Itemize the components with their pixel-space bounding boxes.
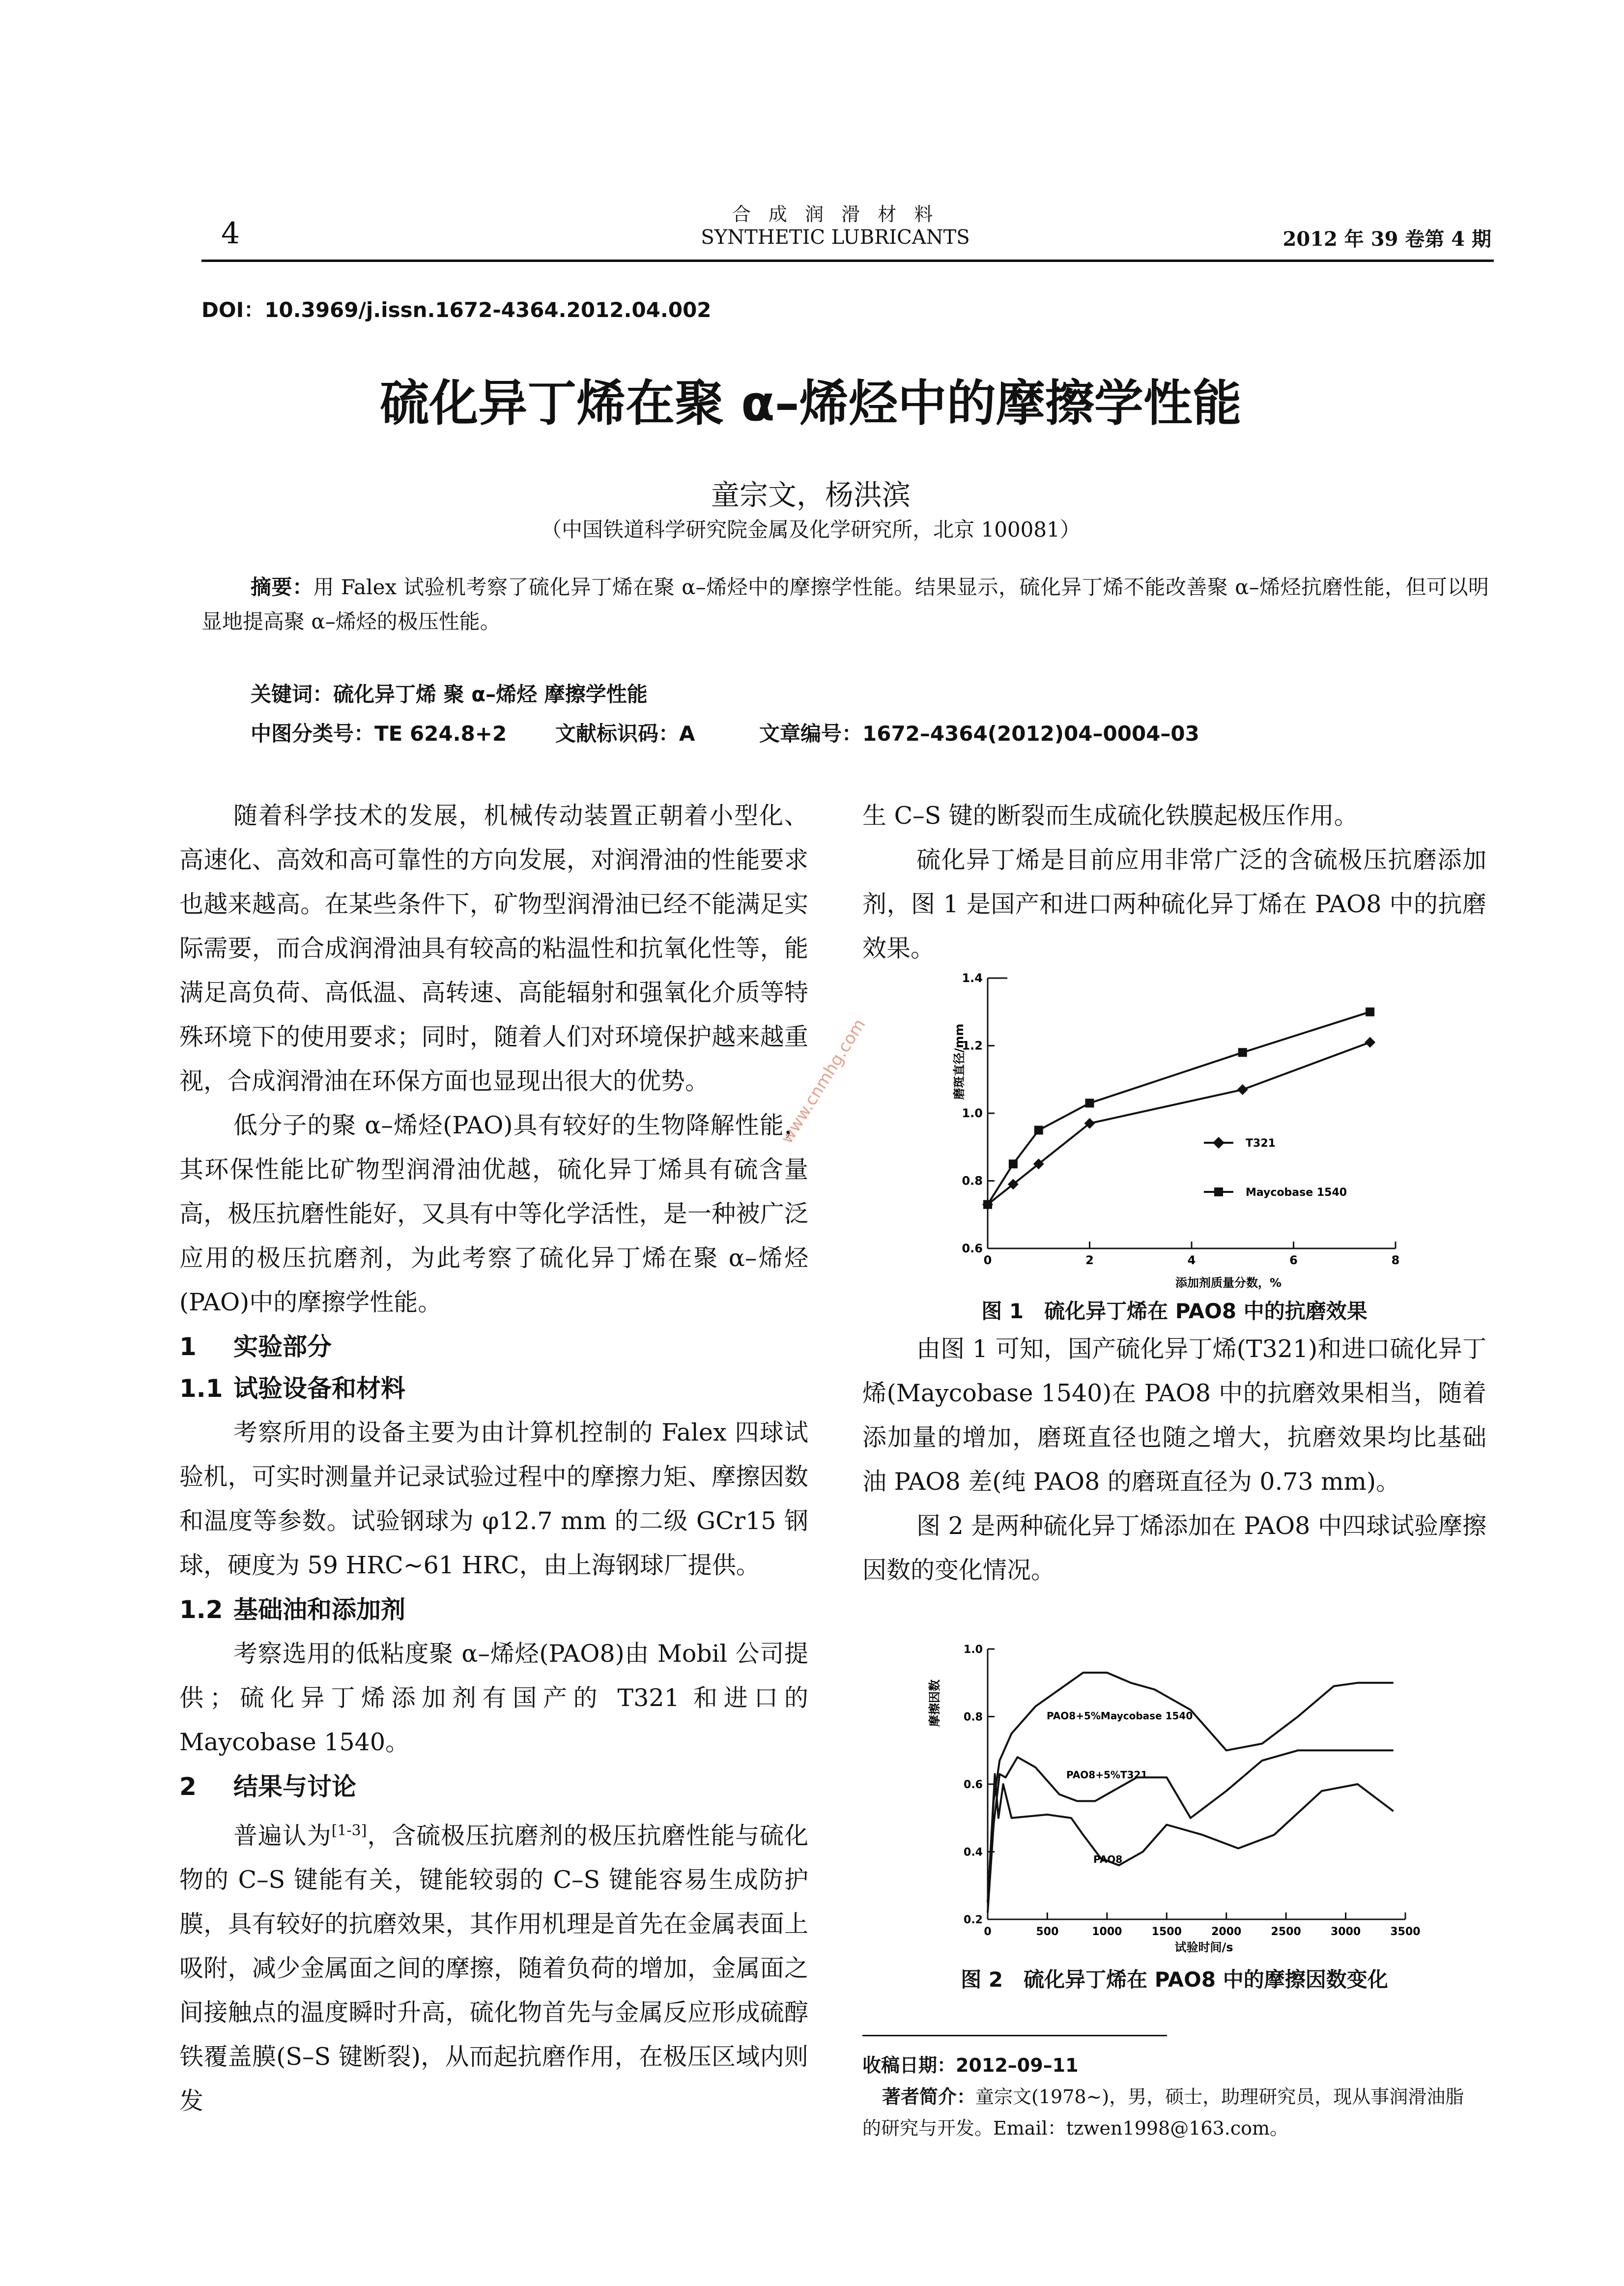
- section-2-number: 2: [179, 1772, 197, 1801]
- figure-1-chart: [889, 968, 1469, 1293]
- annotation-pao8: PAO8: [1093, 1853, 1123, 1865]
- annotation-t321: PAO8+5%T321: [1066, 1769, 1148, 1781]
- x-tick-label: 2: [1085, 1253, 1094, 1267]
- x-tick-label: 8: [1391, 1253, 1400, 1267]
- figure-2-caption: 图 2 硫化异丁烯在 PAO8 中的摩擦因数变化: [961, 1968, 1388, 1992]
- section-1-2-number: 1.2: [179, 1595, 223, 1624]
- abstract-label: 摘要：: [251, 575, 313, 599]
- figure-1-caption: 图 1 硫化异丁烯在 PAO8 中的抗磨效果: [981, 1299, 1368, 1323]
- y-tick-label: 1.0: [964, 1644, 983, 1656]
- footnote-rule: [862, 2035, 1167, 2036]
- header-rule: [201, 260, 1494, 262]
- x-tick-label: 2500: [1271, 1926, 1301, 1938]
- x-tick-label: 1500: [1151, 1926, 1182, 1938]
- x-tick-label: 500: [1036, 1926, 1059, 1938]
- page-number: 4: [221, 216, 240, 251]
- x-tick-label: 0: [984, 1926, 992, 1938]
- right-column-middle: [862, 1327, 1486, 1592]
- section-2-title: 结果与讨论: [233, 1772, 356, 1801]
- authors: 童宗文，杨洪滨: [711, 478, 911, 512]
- x-tick-label: 4: [1187, 1253, 1196, 1267]
- x-tick-label: 3500: [1390, 1926, 1421, 1938]
- data-point-square: [983, 1200, 992, 1209]
- y-tick-label: 1.2: [962, 1039, 983, 1053]
- materials-paragraph: 考察选用的低粘度聚 α–烯烃(PAO8)由 Mobil 公司提供；硫化异丁烯添加剂有国产的 T321 和进口的 Maycobase 1540。: [179, 1640, 808, 1756]
- fig1-intro-paragraph: 硫化异丁烯是目前应用非常广泛的含硫极压抗磨添加剂，图 1 是国产和进口两种硫化异丁烯在 PAO8 中的抗磨效果。: [862, 846, 1486, 962]
- author-bio: [862, 2081, 1482, 2144]
- right-column-top: [862, 794, 1486, 971]
- section-1-1-heading: [179, 1369, 808, 1408]
- x-tick-label: 2000: [1211, 1926, 1242, 1938]
- clc-number: 中图分类号：TE 624.8+2: [251, 722, 507, 746]
- journal-title-cn: 合 成 润 滑 材 料: [732, 203, 939, 225]
- figure-1-axes: [962, 971, 1399, 1267]
- figure-1-legend: [1204, 1137, 1347, 1199]
- section-1-1-title: 试验设备和材料: [233, 1374, 405, 1403]
- author-bio-text: 童宗文(1978~)，男，硕士，助理研究员，现从事润滑油脂的研究与开发。Email：tzwen1998@163.com。: [862, 2086, 1464, 2139]
- series-line-0: [988, 1673, 1394, 1903]
- figure-2-xlabel: 试验时间/s: [1174, 1940, 1233, 1954]
- series-line-0: [988, 1042, 1370, 1205]
- watermark: www.cnmhg.com: [777, 1015, 870, 1148]
- section-1-heading: [179, 1327, 808, 1366]
- section-1-number: 1: [179, 1332, 197, 1361]
- y-tick-label: 0.2: [964, 1914, 983, 1926]
- intro-paragraph-2: 低分子的聚 α–烯烃(PAO)具有较好的生物降解性能，其环保性能比矿物型润滑油优越，硫化异丁烯具有硫含量高，极压抗磨性能好，又具有中等化学活性，是一种被广泛应用的极压抗磨剂，为此考察了硫化异丁烯在聚 α–烯烃(PAO)中的摩擦学性能。: [179, 1111, 808, 1316]
- y-tick-label: 0.8: [964, 1711, 983, 1724]
- annotation-maycobase: PAO8+5%Maycobase 1540: [1047, 1710, 1193, 1722]
- keywords: 关键词：硫化异丁烯 聚 α–烯烃 摩擦学性能: [251, 682, 648, 706]
- data-point-diamond: [1237, 1084, 1248, 1095]
- series-line-1: [988, 1012, 1370, 1205]
- y-tick-label: 1.4: [962, 971, 983, 985]
- figure-2-chart: [899, 1639, 1464, 1954]
- y-tick-label: 1.0: [962, 1106, 983, 1120]
- doi: DOI：10.3969/j.issn.1672-4364.2012.04.002: [201, 298, 712, 322]
- figure-1-xlabel: 添加剂质量分数，%: [1175, 1276, 1282, 1290]
- y-tick-label: 0.8: [962, 1174, 983, 1188]
- data-point-square: [1238, 1048, 1247, 1057]
- figure-1-plot: [982, 1008, 1375, 1210]
- figure-1-ylabel: 磨斑直径/mm: [952, 1023, 966, 1100]
- x-tick-label: 0: [983, 1253, 992, 1267]
- fig1-discussion-paragraph: 由图 1 可知，国产硫化异丁烯(T321)和进口硫化异丁烯(Maycobase 1540)在 PAO8 中的抗磨效果相当，随着添加量的增加，磨斑直径也随之增大，抗磨效果均比基础油 PAO8 差(纯 PAO8 的磨斑直径为 0.73 mm)。: [862, 1335, 1486, 1496]
- received-date: 收稿日期：2012–09–11: [862, 2055, 1079, 2076]
- section-1-2-title: 基础油和添加剂: [233, 1595, 405, 1624]
- section-1-title: 实验部分: [233, 1332, 332, 1361]
- series-line-2: [988, 1774, 1394, 1902]
- y-tick-label: 0.4: [964, 1846, 983, 1859]
- y-tick-label: 0.6: [964, 1779, 983, 1791]
- abstract-text: 用 Falex 试验机考察了硫化异丁烯在聚 α–烯烃中的摩擦学性能。结果显示，硫化异丁烯不能改善聚 α–烯烃抗磨性能，但可以明显地提高聚 α–烯烃的极压性能。: [201, 575, 1489, 634]
- article-number: 文章编号：1672–4364(2012)04–0004–03: [759, 722, 1199, 746]
- data-point-square: [1009, 1159, 1018, 1168]
- continued-paragraph: 生 C–S 键的断裂而生成硫化铁膜起极压作用。: [862, 802, 1358, 830]
- data-point-square: [1085, 1099, 1094, 1107]
- data-point-diamond: [1365, 1037, 1375, 1048]
- footnote: [862, 2050, 1482, 2144]
- document-code: 文献标识码：A: [555, 722, 695, 746]
- fig2-intro-paragraph: 图 2 是两种硫化异丁烯添加在 PAO8 中四球试验摩擦因数的变化情况。: [862, 1512, 1486, 1584]
- x-tick-label: 3000: [1330, 1926, 1361, 1938]
- section-2-heading: [179, 1767, 808, 1806]
- intro-paragraph-1: 随着科学技术的发展，机械传动装置正朝着小型化、高速化、高效和高可靠性的方向发展，对润滑油的性能要求也越来越高。在某些条件下，矿物型润滑油已经不能满足实际需要，而合成润滑油具有较高的粘温性和抗氧化性等，能满足高负荷、高低温、高转速、高能辐射和强氧化介质等特殊环境下的使用要求；同时，随着人们对环境保护越来越重视，合成润滑油在环保方面也显现出很大的优势。: [179, 802, 808, 1095]
- citation-1-3: [1-3]: [331, 1822, 367, 1839]
- figure-2-ylabel: 摩擦因数: [928, 1679, 941, 1727]
- data-point-square: [1034, 1126, 1043, 1134]
- legend-t321: T321: [1246, 1137, 1276, 1150]
- discussion-text-start: 普遍认为: [233, 1822, 332, 1850]
- data-point-square: [1366, 1008, 1374, 1016]
- figure-2-plot: [988, 1673, 1394, 1912]
- legend-maycobase: Maycobase 1540: [1246, 1186, 1347, 1199]
- section-1-2-heading: [179, 1590, 808, 1629]
- discussion-paragraph: [179, 1809, 808, 2123]
- section-1-1-number: 1.1: [179, 1374, 223, 1403]
- author-bio-label: 著者简介：: [882, 2086, 976, 2108]
- y-tick-label: 0.6: [962, 1242, 983, 1255]
- figure-2-axes: [964, 1644, 1421, 1938]
- x-tick-label: 6: [1289, 1253, 1298, 1267]
- paper-title: 硫化异丁烯在聚 α–烯烃中的摩擦学性能: [380, 375, 1242, 432]
- journal-title-en: SYNTHETIC LUBRICANTS: [701, 226, 970, 249]
- issue-info: 2012 年 39 卷第 4 期: [1282, 228, 1491, 251]
- discussion-text-rest: ，含硫极压抗磨剂的极压抗磨性能与硫化物的 C–S 键能有关，键能较弱的 C–S 键能容易生成防护膜，具有较好的抗磨效果，其作用机理是首先在金属表面上吸附，减少金属面之间的摩擦，随着负荷的增加，金属面之间接触点的温度瞬时升高，硫化物首先与金属反应形成硫醇铁覆盖膜(S–S 键断裂)，从而起抗磨作用，在极压区域内则发: [179, 1822, 808, 2115]
- x-tick-label: 1000: [1092, 1926, 1122, 1938]
- abstract: [201, 570, 1489, 639]
- equipment-paragraph: 考察所用的设备主要为由计算机控制的 Falex 四球试验机，可实时测量并记录试验过程中的摩擦力矩、摩擦因数和温度等参数。试验钢球为 φ12.7 mm 的二级 GCr15 钢球，硬度为 59 HRC~61 HRC，由上海钢球厂提供。: [179, 1418, 808, 1579]
- affiliation: （中国铁道科学研究院金属及化学研究所，北京 100081）: [541, 518, 1081, 542]
- left-column: [179, 794, 808, 2123]
